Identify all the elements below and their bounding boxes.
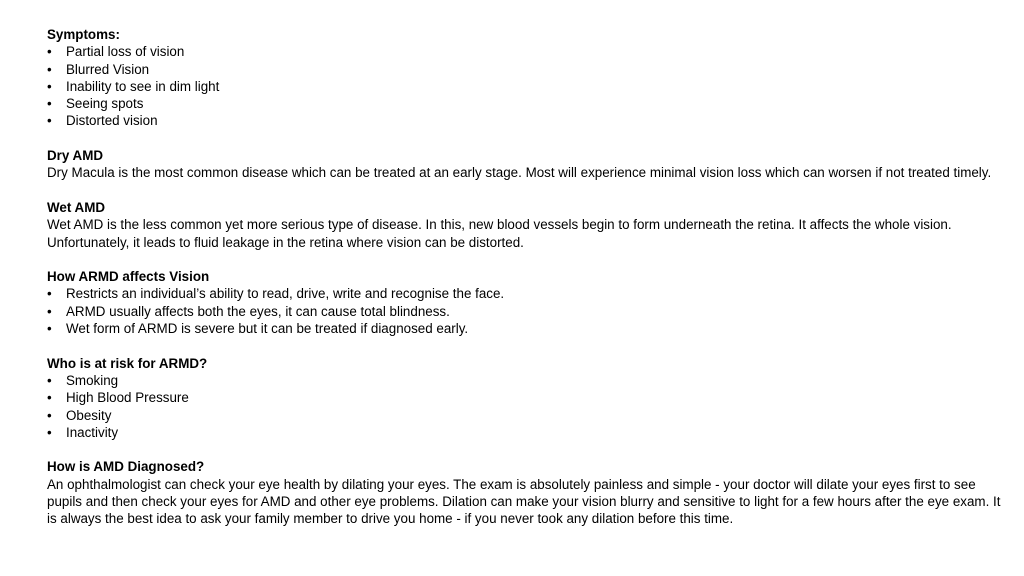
- list-item: • Inability to see in dim light: [47, 78, 1002, 95]
- list-item: • Smoking: [47, 372, 1002, 389]
- risk-list: [47, 372, 1002, 441]
- list-item: • High Blood Pressure: [47, 389, 1002, 406]
- affects-list: [47, 285, 1002, 337]
- list-item: • Wet form of ARMD is severe but it can be treated if diagnosed early.: [47, 320, 1002, 337]
- affects-heading: How ARMD affects Vision: [47, 269, 210, 285]
- spacer: [47, 441, 1002, 458]
- wet-amd-heading: Wet AMD: [47, 199, 106, 215]
- affects-section: [47, 268, 1002, 337]
- list-item: • ARMD usually affects both the eyes, it can cause total blindness.: [47, 303, 1002, 320]
- list-item: • Restricts an individual’s ability to read, drive, write and recognise the face.: [47, 285, 1002, 302]
- spacer: [47, 251, 1002, 268]
- diagnosis-text: An ophthalmologist can check your eye health by dilating your eyes. The exam is absolutely painless and simple - your doctor will dilate your eyes first to see pupils and then check your eyes for AMD and other eye problems. Dilation can make your vision blurry and sensitive to light for a few hours after the eye exam. It is always the best idea to ask your family member to drive you home - if you never took any dilation before this time.: [47, 476, 1001, 527]
- wet-amd-section: [47, 199, 1002, 251]
- symptoms-list: [47, 43, 1002, 129]
- dry-amd-section: [47, 147, 1002, 182]
- symptoms-heading: Symptoms:: [47, 27, 120, 42]
- spacer: [47, 182, 1002, 199]
- list-item: • Blurred Vision: [47, 61, 1002, 78]
- list-item: • Partial loss of vision: [47, 43, 1002, 60]
- risk-heading: Who is at risk for ARMD?: [47, 355, 208, 371]
- risk-section: [47, 355, 1002, 441]
- list-item: • Distorted vision: [47, 112, 1002, 129]
- list-item: • Inactivity: [47, 424, 1002, 441]
- list-item: • Seeing spots: [47, 95, 1002, 112]
- dry-amd-text: Dry Macula is the most common disease which can be treated at an early stage. Most will experience minimal vision loss which can worsen if not treated timely.: [47, 165, 992, 181]
- diagnosis-section: [47, 458, 1002, 527]
- list-item: • Obesity: [47, 407, 1002, 424]
- dry-amd-heading: Dry AMD: [47, 148, 104, 164]
- spacer: [47, 337, 1002, 354]
- spacer: [47, 130, 1002, 147]
- symptoms-section: [47, 26, 1002, 130]
- diagnosis-heading: How is AMD Diagnosed?: [47, 459, 205, 475]
- wet-amd-text: Wet AMD is the less common yet more serious type of disease. In this, new blood vessels begin to form underneath the retina. It affects the whole vision. Unfortunately, it leads to fluid leakage in the retina where vision can be distorted.: [47, 217, 952, 250]
- slide-content: [47, 26, 1002, 528]
